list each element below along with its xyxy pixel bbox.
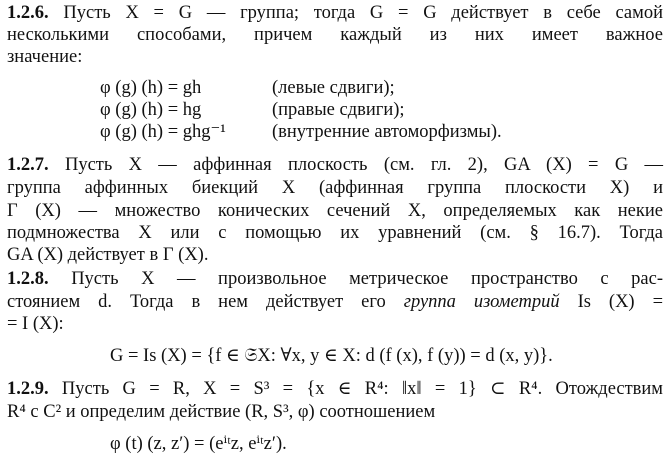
text: стоянием d. Тогда в нем действует его xyxy=(7,292,386,312)
formula-action: φ (t) (z, z′) = (eⁱᵗz, eⁱᵗz′). xyxy=(110,434,287,454)
text: Пусть X = G — группа; тогда G = G действует в себе самой xyxy=(63,3,664,23)
formula-right-shift: φ (g) (h) = hg xyxy=(100,100,202,120)
text: Пусть X — произвольное метрическое пространство с рас- xyxy=(71,269,663,289)
paragraph-line xyxy=(7,154,663,176)
term-isometry-group: группа изометрий xyxy=(403,292,560,312)
text: Пусть X — аффинная плоскость (см. гл. 2), GA (X) = G — xyxy=(64,155,664,175)
section-number: 1.2.8. xyxy=(7,269,49,289)
formula-note: (внутренние автоморфизмы). xyxy=(272,122,502,142)
paragraph-line xyxy=(7,2,663,24)
section-number: 1.2.6. xyxy=(7,3,49,23)
paragraph-line: группа аффинных биекций X (аффинная группа плоскости X) и xyxy=(7,178,663,198)
text: Пусть G = R, X = S³ = {x ∈ R⁴: ‖x‖ = 1} ⊂ R⁴. Отождествим xyxy=(61,379,664,399)
paragraph-line: подмножества X или с помощью их уравнений (см. § 16.7). Тогда xyxy=(7,223,663,243)
formula-left-shift: φ (g) (h) = gh xyxy=(100,78,202,98)
paragraph-line: = I (X): xyxy=(7,314,64,334)
paragraph-line: R⁴ с C² и определим действие (R, S³, φ) соотношением xyxy=(7,402,436,422)
section-number: 1.2.9. xyxy=(7,379,49,399)
paragraph-line xyxy=(7,378,663,400)
formula-note: (правые сдвиги); xyxy=(272,100,405,120)
formula-inner-automorphism: φ (g) (h) = ghg⁻¹ xyxy=(100,122,226,142)
formula-isometry-group: G = Is (X) = {f ∈ 𝔖X: ∀x, y ∈ X: d (f (x), f (y)) = d (x, y)}. xyxy=(110,346,553,366)
paragraph-line: Γ (X) — множество конических сечений X, определяемых как некие xyxy=(7,201,663,221)
paragraph-line: значение: xyxy=(7,47,83,67)
section-number: 1.2.7. xyxy=(7,155,49,175)
paragraph-line xyxy=(7,291,663,313)
paragraph-line xyxy=(7,268,663,290)
text: Is (X) = xyxy=(577,292,664,312)
paragraph-line: GA (X) действует в Γ (X). xyxy=(7,245,209,265)
formula-note: (левые сдвиги); xyxy=(272,78,395,98)
paragraph-line: несколькими способами, причем каждый из них имеет важное xyxy=(7,25,663,45)
